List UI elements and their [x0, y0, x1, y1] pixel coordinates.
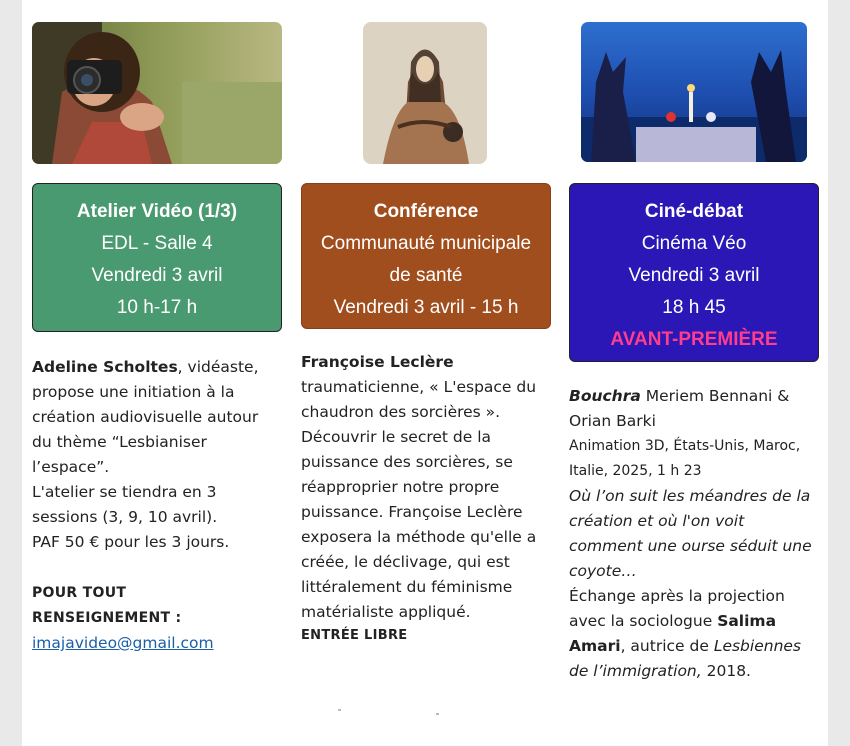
- email-link[interactable]: imajavideo@gmail.com: [32, 634, 214, 652]
- intro-text: , vidéaste, propose une initiation à la création audiovisuelle autour du thème “Lesbianiser l’espace”.: [32, 358, 259, 476]
- event-box-conference: [301, 183, 551, 329]
- film-synopsis: Où l’on suit les méandres de la création et où l'on voit comment une ourse séduit une coyote…: [569, 487, 812, 580]
- book-title: Lesbiennes de l’immigration,: [569, 637, 801, 680]
- event-title: Conférence: [373, 201, 479, 222]
- entry-label: ENTRÉE LIBRE: [301, 628, 408, 643]
- speaker-name: Adeline Scholtes: [32, 358, 178, 376]
- photographer-photo: [32, 22, 282, 164]
- description-text: traumaticienne, « L'espace du chaudron des sorcières ». Découvrir le secret de la puissance des sorcières, se réapproprier notre propre puissance. Françoise Leclère exposera la méthode qu'elle a créée, le déclivage, qui est littéralement du féminisme matérialiste appliqué.: [301, 378, 537, 621]
- film-directors: Meriem Bennani & Orian Barki: [569, 387, 790, 430]
- event-box-film-debate: [569, 183, 819, 362]
- film-details: Animation 3D, États-Unis, Maroc, Italie, 2025, 1 h 23: [569, 438, 801, 479]
- film-title: Bouchra: [569, 387, 641, 405]
- watercolor-woman-illustration: [363, 22, 487, 164]
- event-location: EDL - Salle 4: [101, 233, 213, 254]
- event-date: Vendredi 3 avril: [628, 265, 760, 286]
- preview-badge: AVANT-PREMIÈRE: [610, 329, 778, 350]
- event-location: Communauté municipale: [320, 233, 532, 254]
- event-description-conference: [301, 350, 551, 647]
- event-title: Ciné-débat: [644, 201, 744, 222]
- event-description-video-workshop: [32, 355, 282, 656]
- event-location-detail: de santé: [389, 265, 463, 286]
- event-time: 18 h 45: [662, 297, 726, 318]
- divider-dot: [338, 709, 341, 711]
- event-location: Cinéma Véo: [641, 233, 747, 254]
- event-date: Vendredi 3 avril: [91, 265, 223, 286]
- event-title: Atelier Vidéo (1/3): [76, 201, 238, 222]
- price-text: PAF 50 € pour les 3 jours.: [32, 533, 230, 551]
- animated-dinner-scene: [581, 22, 807, 162]
- speaker-name: Françoise Leclère: [301, 353, 454, 371]
- sociologist-name: Salima Amari: [569, 612, 777, 655]
- contact-label: POUR TOUT RENSEIGNEMENT :: [32, 585, 182, 626]
- divider-dot: [436, 713, 439, 715]
- event-time: 10 h-17 h: [116, 297, 198, 318]
- event-description-film-debate: Bouchra Meriem Bennani & Orian Barki Animation 3D, États-Unis, Maroc, Italie, 2025, 1 h 23 Où l’on suit les méandres de la création et où l'on voit comment une ourse séduit une coyote… Échange après la projection avec la sociologue Salima Amari, autrice de Lesbiennes de l’immigration, 2018.: [569, 384, 821, 684]
- event-box-video-workshop: [32, 183, 282, 332]
- newsletter-page: [22, 0, 828, 746]
- event-datetime: Vendredi 3 avril - 15 h: [333, 297, 519, 318]
- sessions-text: L'atelier se tiendra en 3 sessions (3, 9, 10 avril).: [32, 483, 218, 526]
- debate-text: Échange après la projection avec la sociologue: [569, 587, 785, 630]
